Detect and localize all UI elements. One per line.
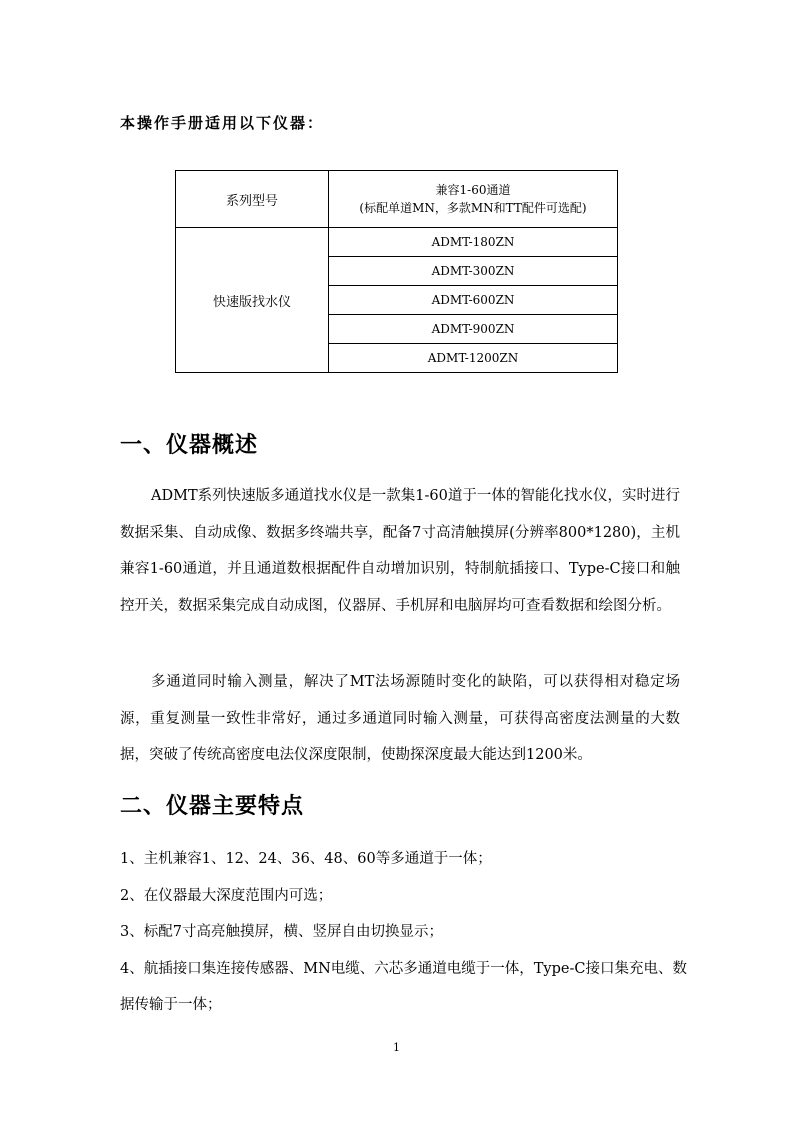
overview-paragraph-2: 多通道同时输入测量，解决了MT法场源随时变化的缺陷，可以获得相对稳定场源，重复测量一致性非常好，通过多通道同时输入测量，可获得高密度法测量的大数据，突破了传统高密度电法仪深度限制，使勘探深度最大能达到1200米。 xyxy=(120,674,680,763)
list-item: 4、航插接口集连接传感器、MN电缆、六芯多通道电缆于一体，Type-C接口集充电、数据传输于一体； xyxy=(120,960,687,1013)
overview-paragraph-1: ADMT系列快速版多通道找水仪是一款集1-60道于一体的智能化找水仪，实时进行数据采集、自动成像、数据多终端共享，配备7寸高清触摸屏(分辨率800*1280)，主机兼容1-60通道，并且通道数根据配件自动增加识别，特制航插接口、Type-C接口和触控开关，数据采集完成自动成图，仪器屏、手机屏和电脑屏均可查看数据和绘图分析。 xyxy=(120,488,680,614)
page-number: 1 xyxy=(393,1041,400,1054)
model-table xyxy=(175,170,618,373)
header-channel-line1: 兼容1-60通道 xyxy=(435,183,511,197)
table-row xyxy=(176,228,618,257)
list-item: 2、在仪器最大深度范围内可选； xyxy=(120,887,333,904)
intro-heading: 本操作手册适用以下仪器： xyxy=(120,114,325,132)
model-cell: ADMT-300ZN xyxy=(329,257,618,286)
model-cell: ADMT-1200ZN xyxy=(329,344,618,373)
section2-title: 二、仪器主要特点 xyxy=(120,794,305,819)
list-item: 1、主机兼容1、12、24、36、48、60等多通道于一体； xyxy=(120,851,492,867)
header-series-model: 系列型号 xyxy=(176,171,329,228)
header-channel-line2: (标配单道MN，多款MN和TT配件可选配) xyxy=(359,201,587,215)
header-channel-compat xyxy=(329,171,618,228)
group-label: 快速版找水仪 xyxy=(176,228,329,373)
model-cell: ADMT-180ZN xyxy=(329,228,618,257)
model-cell: ADMT-900ZN xyxy=(329,315,618,344)
table-header-row xyxy=(176,171,618,228)
section1-title: 一、仪器概述 xyxy=(120,433,259,458)
feature-list xyxy=(120,841,690,1024)
list-item: 3、标配7寸高亮触摸屏，横、竖屏自由切换显示； xyxy=(120,924,443,940)
model-cell: ADMT-600ZN xyxy=(329,286,618,315)
